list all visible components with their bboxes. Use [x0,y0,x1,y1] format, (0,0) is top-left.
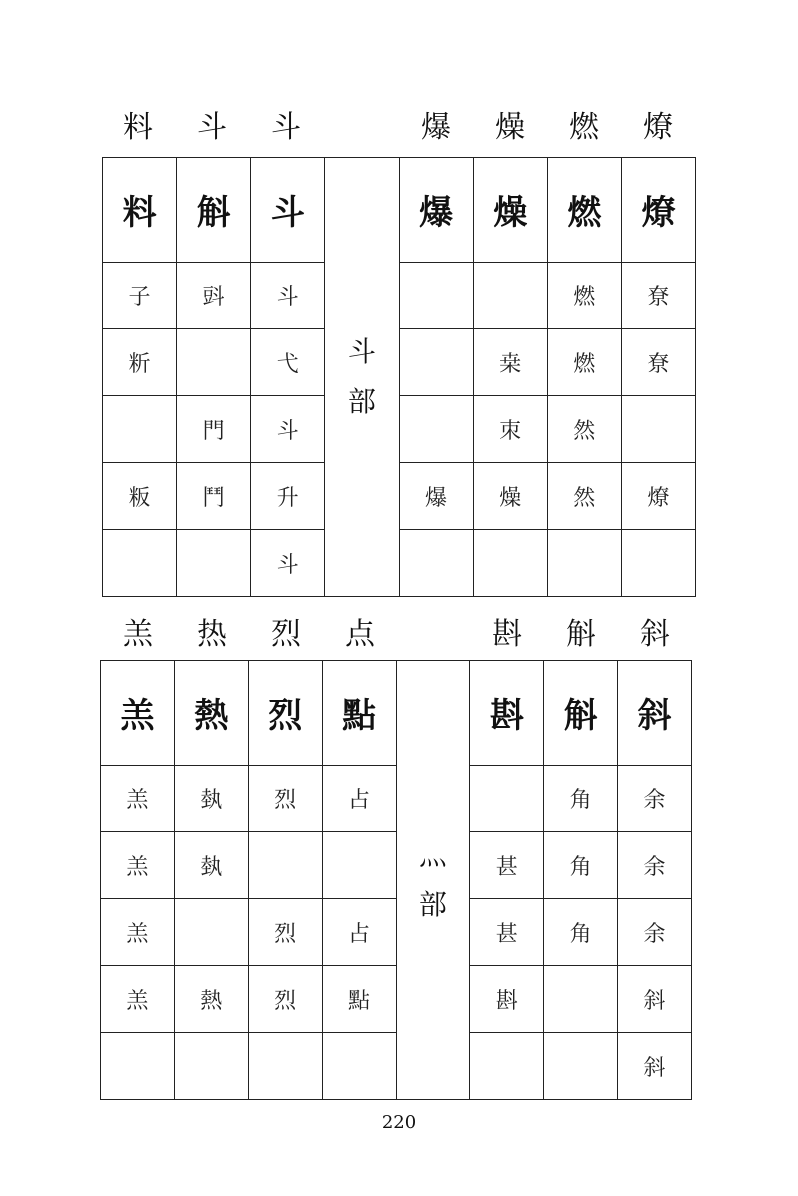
glyph-cell [322,1033,396,1100]
bottom-right-headers [470,617,692,653]
header-char: 烈 [271,617,301,652]
glyph-cell: 燃 [547,329,621,396]
grid-row [103,158,696,263]
header-char: 爆 [421,110,451,145]
glyph-cell: 料 [103,158,177,263]
glyph-cell [177,530,251,597]
glyph-cell: 熱 [174,661,248,766]
glyph-cell: 燎 [621,463,695,530]
glyph-cell: 烈 [248,765,322,832]
grid-row [103,463,696,530]
glyph-cell [621,396,695,463]
glyph-cell: 烈 [248,899,322,966]
glyph-cell: 朿 [473,396,547,463]
glyph-cell: 斛 [544,661,618,766]
header-char: 斗 [271,110,301,145]
glyph-cell [177,329,251,396]
glyph-cell [473,530,547,597]
glyph-cell: 羔 [101,832,175,899]
glyph-cell [174,899,248,966]
glyph-cell: 斗 [251,262,325,329]
header-char: 燎 [643,110,673,145]
glyph-cell: 然 [547,463,621,530]
bottom-left-headers [101,617,397,653]
glyph-cell: 占 [322,765,396,832]
glyph-cell [248,832,322,899]
glyph-cell: 羔 [101,899,175,966]
glyph-cell: 熱 [174,966,248,1033]
glyph-cell: 爆 [399,158,473,263]
glyph-cell: 角 [544,899,618,966]
glyph-cell: 斟 [470,661,544,766]
glyph-cell [103,530,177,597]
glyph-cell: 羔 [101,966,175,1033]
top-right-headers [399,110,695,146]
glyph-cell [470,765,544,832]
glyph-cell [103,396,177,463]
glyph-cell: 角 [544,832,618,899]
glyph-cell: 點 [322,661,396,766]
glyph-cell: 鬥 [177,463,251,530]
glyph-cell: 余 [618,899,692,966]
glyph-cell: 斛 [177,158,251,263]
glyph-cell: 甚 [470,832,544,899]
glyph-cell: 甚 [470,899,544,966]
header-char: 燃 [569,110,599,145]
radical-label: 斗 部 [325,158,399,597]
glyph-cell: 燥 [473,463,547,530]
glyph-cell: 余 [618,765,692,832]
glyph-cell: 余 [618,832,692,899]
grid-row [103,329,696,396]
glyph-cell: 尞 [621,262,695,329]
glyph-cell: 埶 [174,765,248,832]
header-char: 斟 [492,617,522,652]
glyph-cell: 桒 [473,329,547,396]
glyph-cell: 粄 [103,463,177,530]
header-char: 羔 [123,617,153,652]
glyph-cell [470,1033,544,1100]
glyph-cell: 燎 [621,158,695,263]
glyph-cell: 子 [103,262,177,329]
glyph-cell: 羔 [101,765,175,832]
bottom-character-grid [100,660,692,1100]
glyph-cell: 烈 [248,966,322,1033]
header-char: 燥 [495,110,525,145]
top-character-grid [102,157,696,597]
glyph-cell [547,530,621,597]
radical-label: 灬 部 [396,661,470,1100]
glyph-cell [174,1033,248,1100]
header-char: 料 [123,110,153,145]
glyph-cell [399,262,473,329]
glyph-cell: 燃 [547,262,621,329]
glyph-cell: 䉼 [103,329,177,396]
glyph-cell: 斗 [251,158,325,263]
glyph-cell: 斜 [618,661,692,766]
grid-row [101,661,692,766]
glyph-cell: 烈 [248,661,322,766]
glyph-cell [544,966,618,1033]
glyph-cell [621,530,695,597]
header-char: 斗 [197,110,227,145]
glyph-cell: 埶 [174,832,248,899]
glyph-cell: 點 [322,966,396,1033]
glyph-cell [399,329,473,396]
glyph-cell: 占 [322,899,396,966]
header-char: 热 [197,617,227,652]
header-char: 斛 [566,617,596,652]
glyph-cell [544,1033,618,1100]
glyph-cell [399,396,473,463]
header-char: 斜 [640,617,670,652]
glyph-cell: 斜 [618,1033,692,1100]
page-number: 220 [381,1112,417,1133]
glyph-cell: 斜 [618,966,692,1033]
glyph-cell: 斗 [251,396,325,463]
glyph-cell: 斟 [470,966,544,1033]
top-left-headers [101,110,323,146]
glyph-cell: 尞 [621,329,695,396]
glyph-cell [248,1033,322,1100]
glyph-cell: 㪷 [177,262,251,329]
glyph-cell: 燥 [473,158,547,263]
glyph-cell: 爆 [399,463,473,530]
glyph-cell [399,530,473,597]
glyph-cell: 羔 [101,661,175,766]
glyph-cell: 升 [251,463,325,530]
glyph-cell: 然 [547,396,621,463]
grid-row [103,262,696,329]
glyph-cell [101,1033,175,1100]
header-char: 点 [345,617,375,652]
glyph-cell: 燃 [547,158,621,263]
glyph-cell: 門 [177,396,251,463]
grid-row [103,396,696,463]
glyph-cell [473,262,547,329]
glyph-cell: 角 [544,765,618,832]
grid-row [103,530,696,597]
glyph-cell: 斗 [251,530,325,597]
glyph-cell: 弋 [251,329,325,396]
glyph-cell [322,832,396,899]
